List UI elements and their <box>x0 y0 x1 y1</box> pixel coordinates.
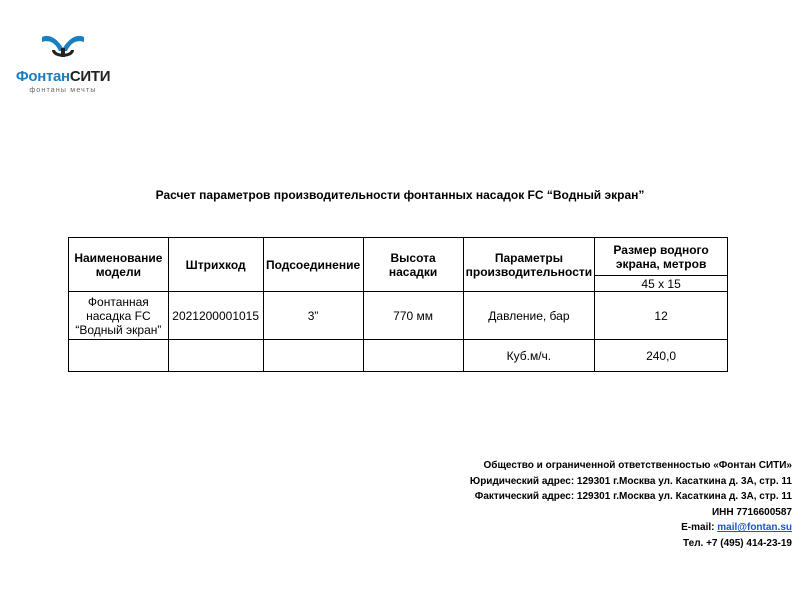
cell-height: 770 мм <box>363 292 463 340</box>
company-phone: Тел. +7 (495) 414-23-19 <box>683 537 792 549</box>
screen-size-value: 45 x 15 <box>595 276 728 292</box>
logo-name-part2: СИТИ <box>69 68 111 85</box>
table-row <box>69 340 728 372</box>
cell-barcode: 2021200001015 <box>168 292 263 340</box>
cell-barcode <box>168 340 263 372</box>
header-model: Наименование модели <box>69 238 169 292</box>
header-params: Параметры производительности <box>463 238 595 292</box>
email-line <box>470 520 792 536</box>
document-title: Расчет параметров производительности фонтанных насадок FC “Водный экран” <box>155 188 645 202</box>
email-label: E-mail: <box>681 522 715 534</box>
cell-connection <box>263 340 363 372</box>
cell-height <box>363 340 463 372</box>
company-logo <box>8 34 118 100</box>
cell-value: 12 <box>595 292 728 340</box>
table-row <box>69 292 728 340</box>
logo-name-part1: Фонтан <box>15 68 70 85</box>
cell-connection: 3” <box>263 292 363 340</box>
logo-tagline: фонтаны мечты <box>29 87 97 94</box>
parameters-table <box>68 237 728 372</box>
header-screen-size: Размер водного экрана, метров <box>595 238 728 276</box>
table-header-row <box>69 238 728 276</box>
company-inn: ИНН 7716600587 <box>711 506 792 518</box>
company-name: Общество и ограниченной ответственностью «Фонтан СИТИ» <box>483 460 792 471</box>
logo-wordmark <box>8 68 118 85</box>
cell-model: Фонтанная насадка FC “Водный экран” <box>69 292 169 340</box>
fountain-logo-icon <box>40 34 86 64</box>
cell-param: Куб.м/ч. <box>463 340 595 372</box>
header-barcode: Штрихкод <box>168 238 263 292</box>
legal-address: Юридический адрес: 129301 г.Москва ул. Касаткина д. 3А, стр. 11 <box>469 475 792 487</box>
email-link[interactable]: mail@fontan.su <box>717 522 792 534</box>
cell-value: 240,0 <box>595 340 728 372</box>
header-connection: Подсоединение <box>263 238 363 292</box>
actual-address: Фактический адрес: 129301 г.Москва ул. Касаткина д. 3А, стр. 11 <box>474 491 792 503</box>
cell-param: Давление, бар <box>463 292 595 340</box>
company-details <box>470 458 792 552</box>
header-height: Высота насадки <box>363 238 463 292</box>
cell-model <box>69 340 169 372</box>
